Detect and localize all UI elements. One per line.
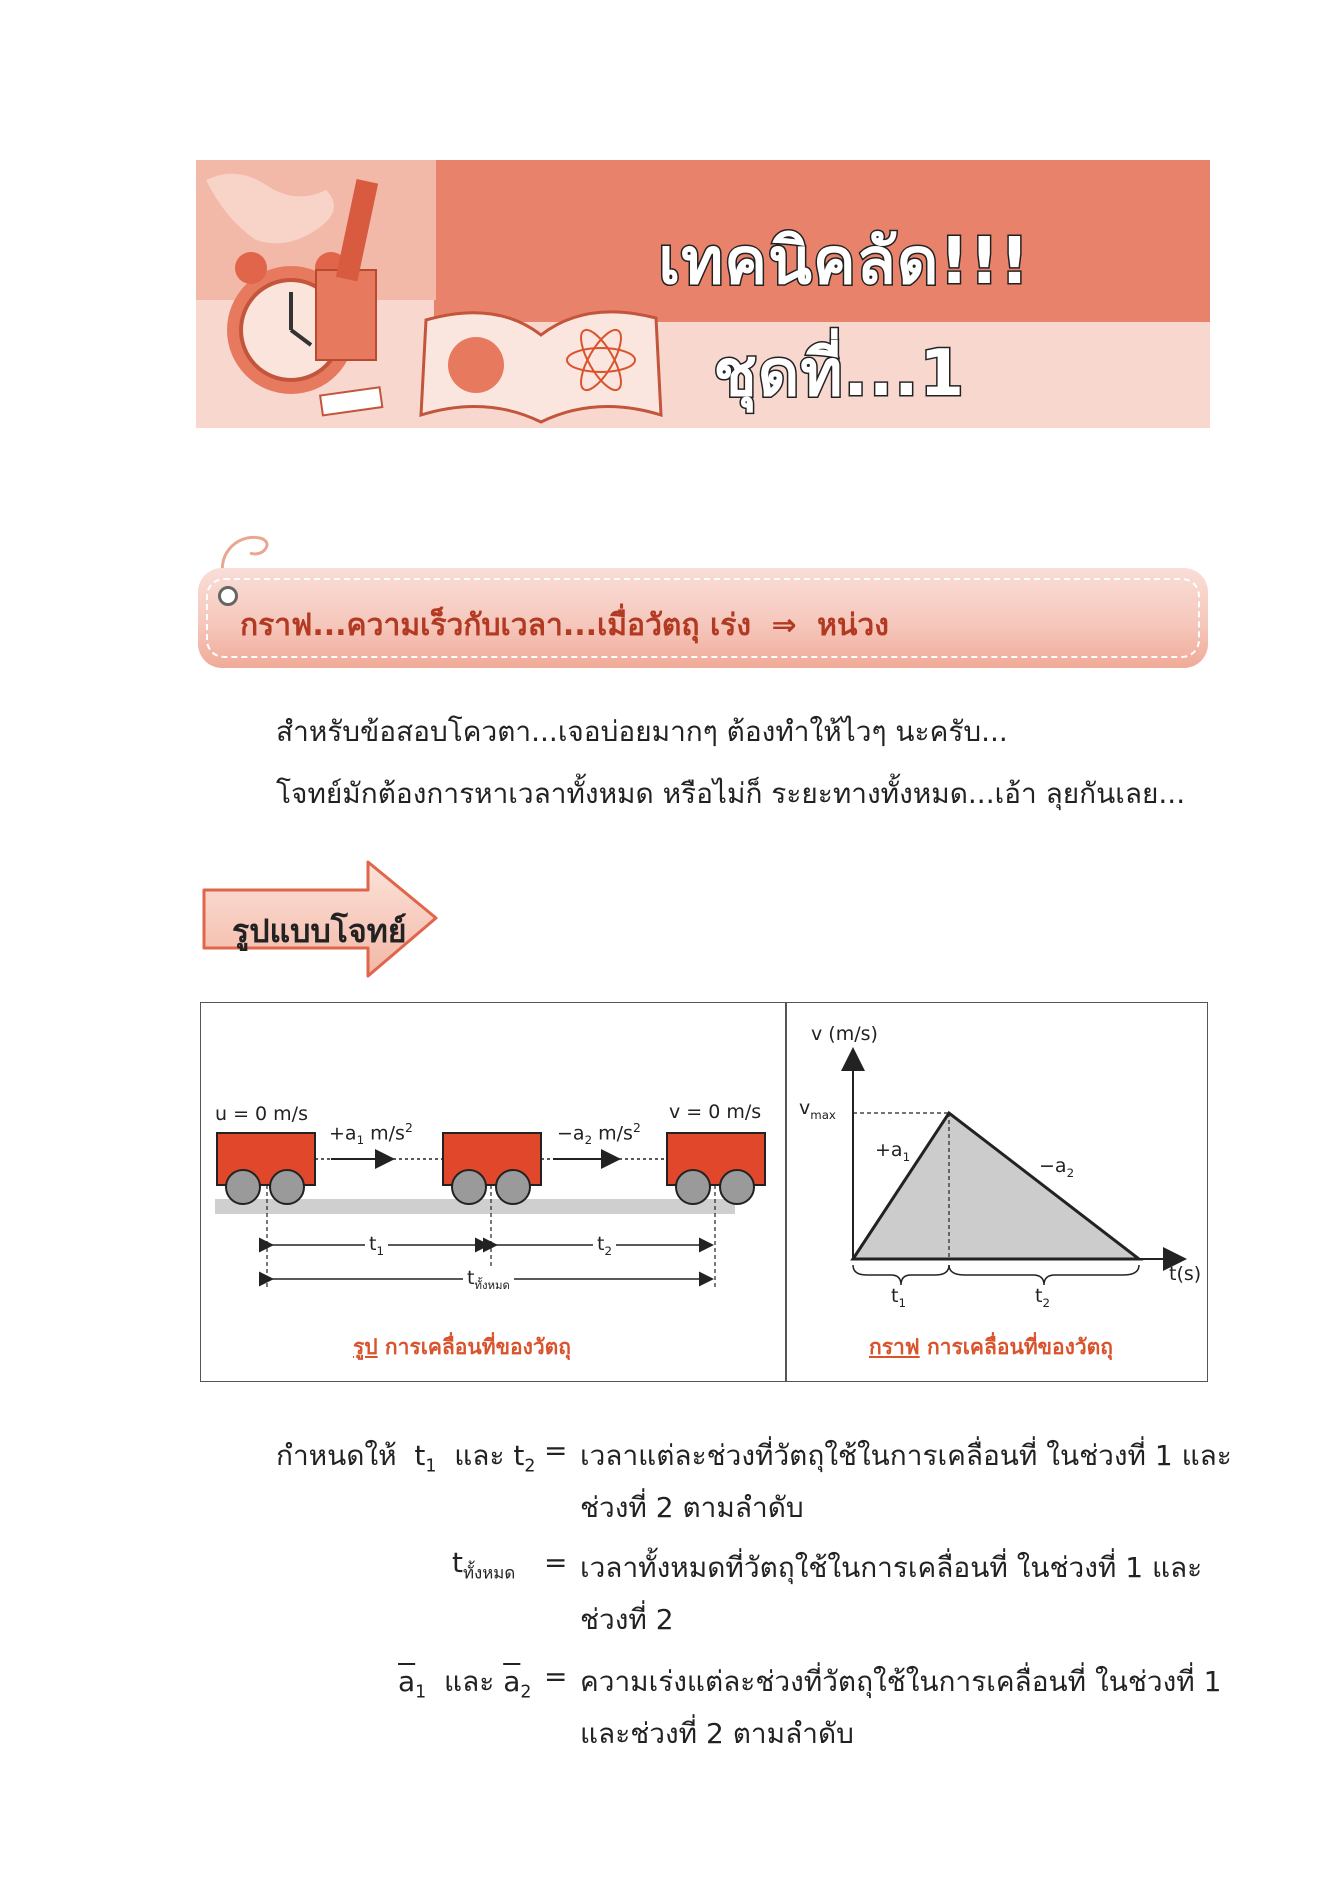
a1-label: $+a_1$ $m/s^2$ bbox=[329, 1121, 413, 1148]
vmax-label: $v_{max}$ bbox=[799, 1097, 836, 1122]
section-arrow-label bbox=[200, 860, 440, 980]
def2-text-1: เวลาทั้งหมดที่วัตถุใช้ในการเคลื่อนที่ ในช่วงที่ 1 และ bbox=[580, 1551, 1203, 1584]
graph-t2-label: $t_2$ bbox=[1035, 1285, 1050, 1310]
intro-line-1: สำหรับข้อสอบโควตา...เจอบ่อยมากๆ ต้องทำให้ไวๆ นะครับ... bbox=[276, 715, 1008, 748]
vt-graph bbox=[787, 1003, 1207, 1343]
section-label: รูปแบบโจทย์ bbox=[232, 912, 407, 950]
u-label: u = 0 m/s bbox=[215, 1103, 308, 1125]
topic-label-after: หน่วง bbox=[817, 608, 889, 643]
open-book-icon bbox=[421, 312, 661, 422]
vt-triangle bbox=[853, 1113, 1139, 1259]
def1-eq: = bbox=[544, 1434, 568, 1467]
def2-text-2: ช่วงที่ 2 bbox=[580, 1603, 674, 1636]
def2-eq: = bbox=[544, 1546, 568, 1579]
graph-t1-label: $t_1$ bbox=[891, 1285, 906, 1310]
def3-text-1: ความเร่งแต่ละช่วงที่วัตถุใช้ในการเคลื่อนที่ ในช่วงที่ 1 bbox=[580, 1665, 1222, 1698]
def1-text-1: เวลาแต่ละช่วงที่วัตถุใช้ในการเคลื่อนที่ ในช่วงที่ 1 และ bbox=[580, 1439, 1232, 1472]
page-title: เทคนิคลัด!!! bbox=[658, 225, 1030, 299]
def2-term: $t_{ทั้งหมด}$ bbox=[452, 1546, 516, 1583]
topic-tag bbox=[198, 568, 1208, 668]
def1-term: กำหนดให้ $t_1$ และ $t_2$ bbox=[276, 1439, 536, 1477]
def3-term: $\overline{a}_1$ และ $\overline{a}_2$ bbox=[398, 1665, 532, 1703]
t1-label: $t_1$ bbox=[365, 1233, 388, 1258]
graph-caption: กราฟ การเคลื่อนที่ของวัตถุ bbox=[869, 1335, 1114, 1359]
brace-t2 bbox=[949, 1265, 1139, 1285]
graph-a1-label: $+a_1$ bbox=[875, 1139, 911, 1164]
graph-a2-label: $-a_2$ bbox=[1039, 1155, 1075, 1180]
eraser-icon bbox=[320, 387, 382, 415]
def1-text-2: ช่วงที่ 2 ตามลำดับ bbox=[580, 1491, 804, 1524]
v-label: v = 0 m/s bbox=[669, 1101, 762, 1123]
intro-line-2: โจทย์มักต้องการหาเวลาทั้งหมด หรือไม่ก็ ระยะทางทั้งหมด...เอ้า ลุยกันเลย... bbox=[276, 777, 1186, 810]
implies-arrow-icon: ⇒ bbox=[771, 608, 797, 643]
header-banner bbox=[196, 160, 1210, 428]
motion-figure bbox=[200, 1002, 1208, 1382]
cart-1 bbox=[217, 1133, 315, 1204]
banner-illustration bbox=[196, 160, 666, 428]
cart-2 bbox=[443, 1133, 541, 1204]
page-subtitle: ชุดที่...1 bbox=[713, 337, 965, 411]
tag-hole-icon bbox=[218, 586, 238, 606]
ttotal-label: $t_{ทั้งหมด}$ bbox=[463, 1267, 514, 1295]
topic-label-main: กราฟ...ความเร็วกับเวลา...เมื่อวัตถุ เร่ง bbox=[240, 608, 752, 643]
def3-text-2: และช่วงที่ 2 ตามลำดับ bbox=[580, 1717, 854, 1750]
a2-label: $-a_2$ $m/s^2$ bbox=[557, 1121, 641, 1148]
x-axis-label: t(s) bbox=[1169, 1263, 1202, 1285]
def3-eq: = bbox=[544, 1660, 568, 1693]
carts-caption: รูป การเคลื่อนที่ของวัตถุ bbox=[353, 1335, 571, 1359]
topic-label bbox=[240, 602, 889, 649]
y-axis-label: v (m/s) bbox=[811, 1023, 878, 1045]
t2-label: $t_2$ bbox=[593, 1233, 616, 1258]
brace-t1 bbox=[853, 1265, 949, 1285]
cart-3 bbox=[667, 1133, 765, 1204]
